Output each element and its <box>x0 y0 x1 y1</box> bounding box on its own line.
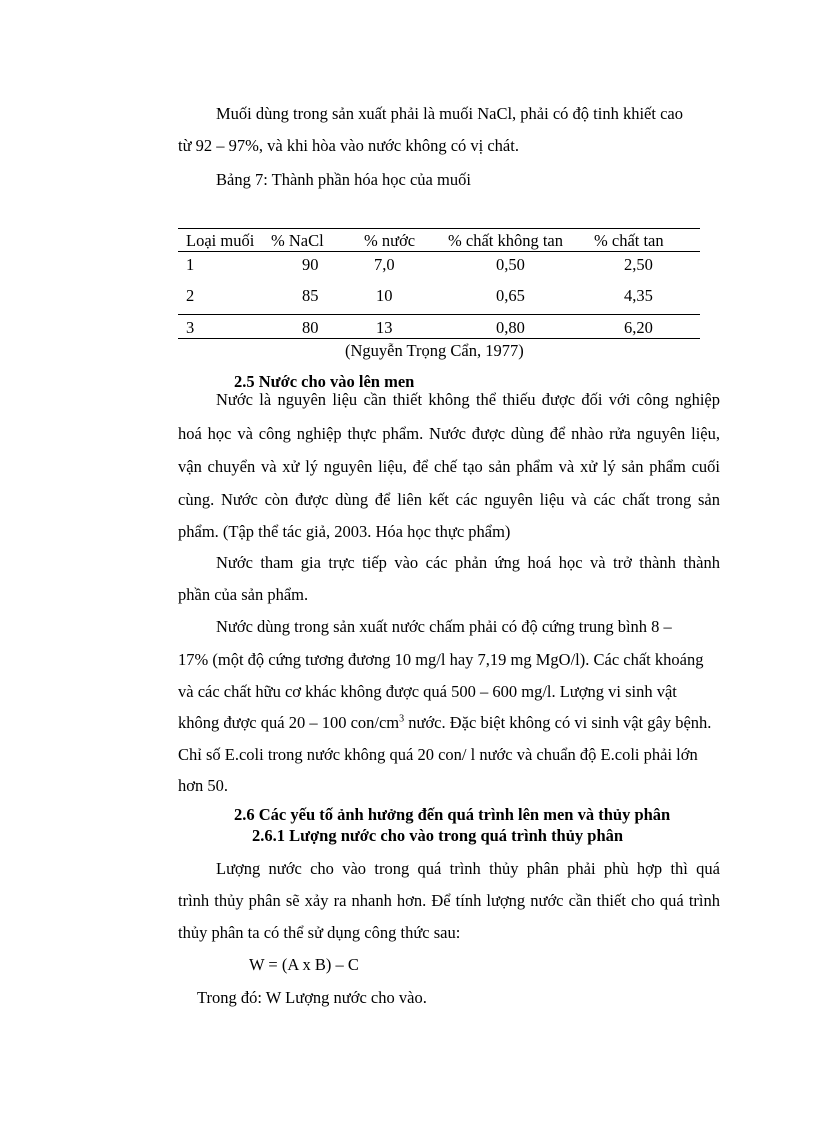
cell-nacl: 80 <box>302 318 319 337</box>
cell-tan: 2,50 <box>624 255 653 274</box>
cell-loai: 1 <box>186 255 195 274</box>
water-paragraph-line-4: cùng. Nước còn được dùng để liên kết các nguyên liệu và các chất trong sản <box>178 490 720 509</box>
table-source: (Nguyễn Trọng Cẩn, 1977) <box>345 341 524 360</box>
header-nuoc: % nước <box>364 231 416 250</box>
reaction-paragraph-line-2: phần của sản phẩm. <box>178 585 309 604</box>
hydrolysis-paragraph-line-3: thủy phân ta có thể sử dụng công thức sau: <box>178 923 461 942</box>
water-paragraph-line-2: hoá học và công nghiệp thực phẩm. Nước được dùng để nhào rửa nguyên liệu, <box>178 424 720 443</box>
formula-explanation: Trong đó: W Lượng nước cho vào. <box>197 988 427 1007</box>
header-loai-muoi: Loại muối <box>186 231 255 250</box>
cell-loai: 2 <box>186 286 195 305</box>
cell-khong-tan: 0,65 <box>496 286 525 305</box>
cubic-superscript: 3 <box>399 713 405 725</box>
section-heading-2-5: 2.5 Nước cho vào lên men <box>234 372 415 391</box>
cell-nuoc: 7,0 <box>374 255 395 274</box>
table-row-rule <box>178 314 700 315</box>
salt-paragraph-line-1: Muối dùng trong sản xuất phải là muối NaCl, phải có độ tinh khiết cao <box>216 104 683 123</box>
hydrolysis-paragraph-line-2: trình thủy phân sẽ xảy ra nhanh hơn. Để tính lượng nước cần thiết cho quá trình <box>178 891 720 910</box>
cell-tan: 4,35 <box>624 286 653 305</box>
hardness-line-4-end: nước. Đặc biệt không có vi sinh vật gây bệnh. <box>404 713 712 732</box>
cell-nacl: 90 <box>302 255 319 274</box>
hydrolysis-paragraph-line-1: Lượng nước cho vào trong quá trình thủy phân phải phù hợp thì quá <box>216 859 720 878</box>
hardness-paragraph-line-6: hơn 50. <box>178 776 228 795</box>
cell-nuoc: 13 <box>376 318 393 337</box>
table-top-rule <box>178 228 700 229</box>
table-bottom-rule <box>178 338 700 339</box>
subsection-heading-2-6-1: 2.6.1 Lượng nước cho vào trong quá trình thủy phân <box>252 826 624 845</box>
hardness-paragraph-line-1: Nước dùng trong sản xuất nước chấm phải có độ cứng trung bình 8 – <box>216 617 672 636</box>
water-paragraph-line-3: vận chuyển và xử lý nguyên liệu, để chế tạo sản phẩm và xử lý sản phẩm cuối <box>178 457 720 476</box>
cell-khong-tan: 0,80 <box>496 318 525 337</box>
reaction-paragraph-line-1: Nước tham gia trực tiếp vào các phản ứng hoá học và trở thành thành <box>216 553 720 572</box>
cell-nuoc: 10 <box>376 286 393 305</box>
hardness-paragraph-line-2: 17% (một độ cứng tương đương 10 mg/l hay 7,19 mg MgO/l). Các chất khoáng <box>178 650 704 669</box>
cell-nacl: 85 <box>302 286 319 305</box>
cell-tan: 6,20 <box>624 318 653 337</box>
table-header-rule <box>178 251 700 252</box>
water-paragraph-line-5: phẩm. (Tập thể tác giả, 2003. Hóa học thực phẩm) <box>178 522 511 541</box>
section-heading-2-6: 2.6 Các yếu tố ảnh hưởng đến quá trình lên men và thủy phân <box>234 805 671 824</box>
hardness-paragraph-line-5: Chỉ số E.coli trong nước không quá 20 con/ l nước và chuẩn độ E.coli phải lớn <box>178 745 698 764</box>
header-chat-tan: % chất tan <box>594 231 664 250</box>
cell-loai: 3 <box>186 318 195 337</box>
cell-khong-tan: 0,50 <box>496 255 525 274</box>
water-paragraph-line-1: Nước là nguyên liệu cần thiết không thể thiếu được đối với công nghiệp <box>216 390 720 409</box>
salt-paragraph-line-2: từ 92 – 97%, và khi hòa vào nước không có vị chát. <box>178 136 519 155</box>
water-formula: W = (A x B) – C <box>249 955 359 974</box>
table-caption: Bảng 7: Thành phần hóa học của muối <box>216 170 471 189</box>
hardness-paragraph-line-3: và các chất hữu cơ khác không được quá 500 – 600 mg/l. Lượng vi sinh vật <box>178 682 677 701</box>
header-nacl: % NaCl <box>271 231 324 250</box>
hardness-paragraph-line-4 <box>178 713 711 733</box>
hardness-line-4-start: không được quá 20 – 100 con/cm <box>178 713 400 732</box>
header-chat-khong-tan: % chất không tan <box>448 231 564 250</box>
